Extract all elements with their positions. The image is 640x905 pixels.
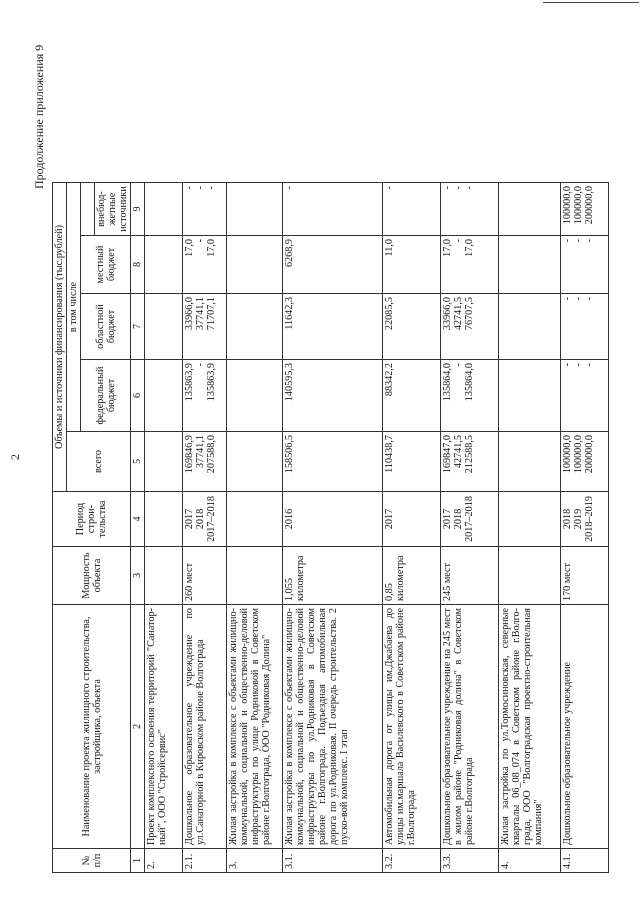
row-federal-line: 88342,2 — [384, 363, 396, 397]
row-period-line: 2018 — [195, 508, 207, 530]
row-federal — [499, 360, 561, 432]
row-local — [227, 236, 283, 294]
column-number: 5 — [131, 432, 145, 492]
row-local-line: 11,0 — [384, 239, 396, 257]
row-local — [499, 236, 561, 294]
row-offbudget — [499, 183, 561, 236]
row-regional-line: 22085,5 — [384, 297, 396, 331]
row-regional-line: - — [584, 297, 596, 301]
column-number: 8 — [131, 236, 145, 294]
row-federal-line: 135863,9 — [206, 363, 218, 402]
row-federal-line: 135864,0 — [442, 363, 454, 402]
row-total — [145, 432, 183, 492]
row-regional — [561, 294, 609, 360]
row-regional — [499, 294, 561, 360]
row-local — [561, 236, 609, 294]
row-local — [183, 236, 227, 294]
row-local-line: 17,0 — [184, 239, 196, 257]
row-period — [145, 492, 183, 547]
row-regional-line: - — [562, 297, 574, 301]
row-regional-line: 76707,5 — [464, 297, 476, 331]
row-name: Дошкольное образовательное учреждение по ул.Санаторной в Кировском районе Волгограда — [183, 605, 227, 849]
page-number: 2 — [8, 454, 22, 460]
header-incl: в том числе — [67, 183, 81, 432]
row-federal — [183, 360, 227, 432]
table-row — [227, 183, 283, 873]
row-federal — [145, 360, 183, 432]
row-total — [499, 432, 561, 492]
row-offbudget — [561, 183, 609, 236]
row-federal-line: - — [573, 363, 585, 367]
row-offbudget-line: - — [195, 186, 207, 190]
row-total-line: 212588,5 — [464, 435, 476, 474]
table-row — [499, 183, 561, 873]
row-federal — [283, 360, 383, 432]
row-capacity — [227, 547, 283, 605]
row-federal-line: 135863,9 — [184, 363, 196, 402]
row-local-line: 6268,9 — [284, 239, 296, 268]
row-number: 3.2. — [383, 849, 441, 873]
row-period — [183, 492, 227, 547]
row-capacity: 260 мест — [183, 547, 227, 605]
row-offbudget-line: 100000,0 — [573, 186, 585, 225]
row-number: 4. — [499, 849, 561, 873]
row-local — [383, 236, 441, 294]
row-federal-line: - — [562, 363, 574, 367]
row-offbudget — [283, 183, 383, 236]
row-federal — [561, 360, 609, 432]
row-total-line: 169847,0 — [442, 435, 454, 474]
row-name: Жилая застройка в комплексе с объектами жилищно-коммунальной, социальной и общественно-деловой инфраструктуры по улице Родниковой в Советском районе г.Волгограда, ООО "Родниковая Долина" — [227, 605, 283, 849]
row-total — [283, 432, 383, 492]
row-capacity — [145, 547, 183, 605]
row-capacity: 245 мест — [441, 547, 499, 605]
row-period-line: 2018 — [562, 508, 574, 530]
column-number: 9 — [131, 183, 145, 236]
row-period — [283, 492, 383, 547]
row-regional — [145, 294, 183, 360]
row-local — [441, 236, 499, 294]
table-row — [145, 183, 183, 873]
row-period — [227, 492, 283, 547]
row-offbudget — [145, 183, 183, 236]
row-regional-line: 33966,0 — [184, 297, 196, 331]
row-federal-line: - — [453, 363, 465, 367]
header-regional: областной бюджет — [81, 294, 131, 360]
row-federal-line: - — [584, 363, 596, 367]
row-regional — [183, 294, 227, 360]
header-offbudget: внебюд-жетные источники — [95, 183, 131, 236]
row-total-line: 37741,1 — [195, 435, 207, 469]
row-local — [145, 236, 183, 294]
row-regional — [227, 294, 283, 360]
row-regional-line: 11642,3 — [284, 297, 296, 330]
row-number: 4.1. — [561, 849, 609, 873]
row-total-line: 100000,0 — [573, 435, 585, 474]
row-offbudget-line: - — [284, 186, 296, 190]
row-total — [183, 432, 227, 492]
row-total — [441, 432, 499, 492]
table-row — [383, 183, 441, 873]
row-period — [561, 492, 609, 547]
row-number: 3. — [227, 849, 283, 873]
row-period-line: 2017–2018 — [464, 496, 476, 542]
row-offbudget — [183, 183, 227, 236]
header-total: всего — [67, 432, 131, 492]
row-total-line: 158506,5 — [284, 435, 296, 474]
row-regional-line: 37741,1 — [195, 297, 207, 331]
column-number: 3 — [131, 547, 145, 605]
row-period-line: 2018–2019 — [584, 496, 596, 542]
row-period-line: 2016 — [284, 508, 296, 530]
row-local-line: - — [573, 239, 585, 243]
row-local — [283, 236, 383, 294]
row-period — [499, 492, 561, 547]
header-federal: федеральный бюджет — [81, 360, 131, 432]
header-local: местный бюджет — [81, 236, 131, 294]
row-offbudget-line: 100000,0 — [562, 186, 574, 225]
row-total-line: 207588,0 — [206, 435, 218, 474]
row-number: 2. — [145, 849, 183, 873]
column-number: 2 — [131, 605, 145, 849]
row-number: 3.1. — [283, 849, 383, 873]
row-regional-line: 33966,0 — [442, 297, 454, 331]
header-volumes: Объемы и источники финансирования (тыс.рублей) — [53, 183, 67, 492]
column-number: 1 — [131, 849, 145, 873]
row-local-line: - — [562, 239, 574, 243]
row-total — [383, 432, 441, 492]
row-total — [227, 432, 283, 492]
table-row — [283, 183, 383, 873]
row-total-line: 200000,0 — [584, 435, 596, 474]
row-total — [561, 432, 609, 492]
row-capacity: 1,055 километра — [283, 547, 383, 605]
row-name: Жилая застройка по ул.Тормосиновская, северные кварталы 06_08_074 в Советском районе г.Волго-града, ООО "Волгоградская проектно-строительная компания" — [499, 605, 561, 849]
row-local-line: 17,0 — [206, 239, 218, 257]
row-offbudget — [383, 183, 441, 236]
row-offbudget — [227, 183, 283, 236]
continuation-label: Продолжение приложения 9 — [32, 44, 46, 189]
row-federal — [227, 360, 283, 432]
row-regional — [283, 294, 383, 360]
row-offbudget-line: - — [184, 186, 196, 190]
row-name: Жилая застройка в комплексе с объектами жилищно-коммунальной, социальной и общественно-деловой инфраструктуры по ул.Родниковая в Советском районе г.Волгограда. Подъездная автомобильная дорога по ул.Родниковая. II очередь строительства. 2 пуско-вой комплекс. I этап — [283, 605, 383, 849]
row-capacity: 170 мест — [561, 547, 609, 605]
row-period-line: 2017–2018 — [206, 496, 218, 542]
row-name: Проект комплексного освоения территорий "Санатор-ный", ООО "Стройсервис" — [145, 605, 183, 849]
row-federal — [383, 360, 441, 432]
column-number: 4 — [131, 492, 145, 547]
financing-table — [52, 182, 609, 873]
row-period — [383, 492, 441, 547]
column-number: 6 — [131, 360, 145, 432]
table-row — [183, 183, 227, 873]
row-local-line: - — [195, 239, 207, 243]
column-number: 7 — [131, 294, 145, 360]
row-number: 3.3. — [441, 849, 499, 873]
row-local-line: - — [453, 239, 465, 243]
row-offbudget-line: - — [384, 186, 396, 190]
row-local-line: 17,0 — [464, 239, 476, 257]
row-local-line: - — [584, 239, 596, 243]
row-offbudget-line: - — [206, 186, 218, 190]
row-regional — [441, 294, 499, 360]
row-federal-line: 140595,3 — [284, 363, 296, 402]
row-offbudget-line: 200000,0 — [584, 186, 596, 225]
row-regional-line: - — [573, 297, 585, 301]
row-period-line: 2019 — [573, 508, 585, 530]
header-n: № п/п — [53, 849, 131, 873]
row-offbudget-line: - — [464, 186, 476, 190]
row-period-line: 2017 — [184, 508, 196, 530]
table-row — [441, 183, 499, 873]
row-total-line: 169846,9 — [184, 435, 196, 474]
table-row — [561, 183, 609, 873]
row-federal-line: 135864,0 — [464, 363, 476, 402]
row-total-line: 42741,5 — [453, 435, 465, 469]
row-period — [441, 492, 499, 547]
header-offbudget-top — [81, 183, 95, 236]
row-regional-line: 42741,5 — [453, 297, 465, 331]
row-offbudget — [441, 183, 499, 236]
table-body — [145, 183, 609, 873]
column-numbers-row — [131, 183, 145, 873]
header-name: Наименование проекта жилищного строительства, застройщика, объекта — [53, 605, 131, 849]
row-offbudget-line: - — [453, 186, 465, 190]
row-regional-line: 71707,1 — [206, 297, 218, 331]
row-number: 2.1. — [183, 849, 227, 873]
row-local-line: 17,0 — [442, 239, 454, 257]
row-name: Дошкольное образовательное учреждение — [561, 605, 609, 849]
header-capacity: Мощность объекта — [53, 547, 131, 605]
row-period-line: 2017 — [384, 508, 396, 530]
row-name: Автомобильная дорога от улицы им.Джабаева до улицы им.маршала Василевского в Советском районе г.Волгограда — [383, 605, 441, 849]
row-capacity — [499, 547, 561, 605]
row-federal-line: - — [195, 363, 207, 367]
row-federal — [441, 360, 499, 432]
row-capacity: 0,85 километра — [383, 547, 441, 605]
row-period-line: 2017 — [442, 508, 454, 530]
row-total-line: 110438,7 — [384, 435, 396, 473]
row-offbudget-line: - — [442, 186, 454, 190]
header-period: Период строи-тельства — [53, 492, 131, 547]
row-name: Дошкольное образовательное учреждение на 245 мест в жилом районе "Родниковая долина" в Советском районе г.Волгограда — [441, 605, 499, 849]
row-regional — [383, 294, 441, 360]
row-total-line: 100000,0 — [562, 435, 574, 474]
row-period-line: 2018 — [453, 508, 465, 530]
